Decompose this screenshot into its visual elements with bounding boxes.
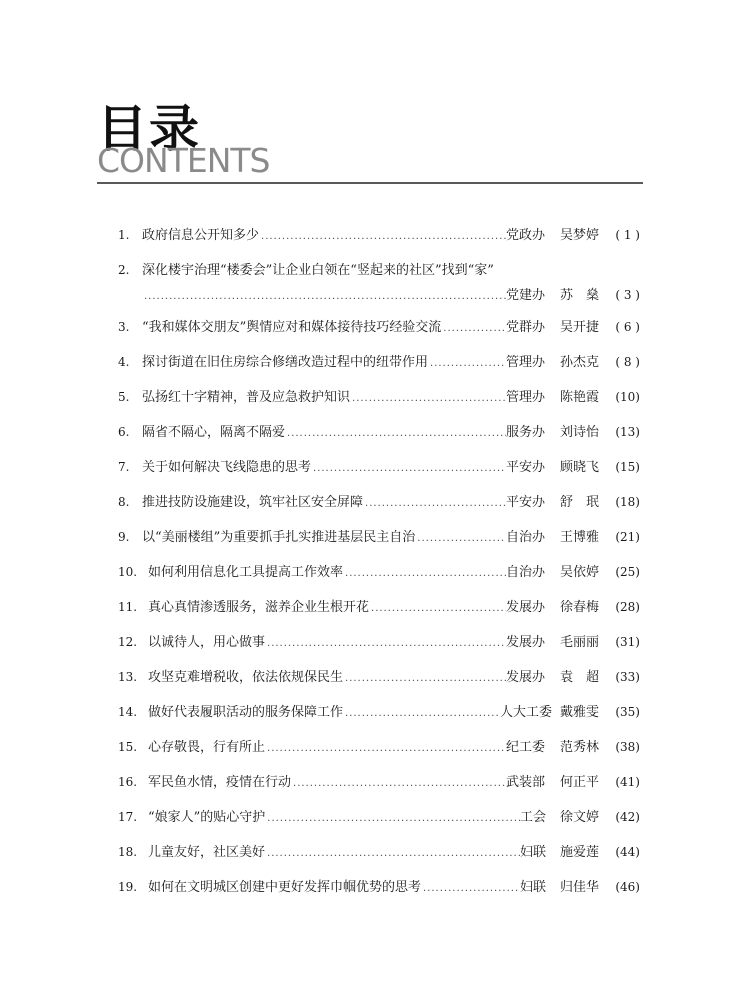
entry-author: 顾晓飞 (560, 460, 600, 475)
dot-leader (441, 320, 506, 338)
entry-department: 服务办 (506, 425, 546, 440)
entry-page: (44) (615, 845, 640, 859)
toc-entry[interactable] (118, 353, 640, 371)
toc-entry[interactable] (118, 493, 640, 511)
entry-department: 自治办 (506, 530, 546, 545)
entry-page: (38) (615, 740, 640, 754)
dot-leader (369, 600, 506, 618)
entry-page: (41) (615, 775, 640, 789)
entry-department: 管理办 (506, 355, 546, 370)
toc-entry[interactable] (118, 668, 640, 686)
page-subtitle: CONTENTS (97, 141, 270, 180)
toc-entry[interactable] (118, 388, 640, 406)
entry-number: 6. (118, 425, 130, 439)
entry-page: (33) (615, 670, 640, 684)
entry-page: ( 6 ) (615, 320, 640, 334)
entry-page: (21) (615, 530, 640, 544)
entry-title: 弘扬红十字精神，普及应急救护知识 (142, 390, 351, 405)
entry-title: 做好代表履职活动的服务保障工作 (148, 705, 344, 720)
entry-department: 武装部 (506, 775, 546, 790)
toc-entry[interactable] (118, 878, 640, 896)
entry-author: 徐文婷 (560, 810, 600, 825)
toc-entry[interactable] (118, 226, 640, 244)
dot-leader (343, 670, 506, 688)
entry-department: 妇联 (520, 845, 547, 860)
entry-department: 平安办 (506, 495, 546, 510)
entry-number: 13. (118, 670, 138, 684)
toc-entry[interactable] (118, 458, 640, 476)
toc-entry[interactable] (118, 261, 640, 304)
entry-author: 施爱莲 (560, 845, 600, 860)
entry-number: 3. (118, 320, 130, 334)
entry-page: (42) (615, 810, 640, 824)
entry-author: 徐春梅 (560, 600, 600, 615)
entry-page: (35) (615, 705, 640, 719)
entry-page: ( 8 ) (615, 355, 640, 369)
entry-author: 王博雅 (560, 530, 600, 545)
entry-author: 苏 燊 (560, 288, 600, 303)
entry-title: 心存敬畏，行有所止 (148, 740, 266, 755)
dot-leader (343, 565, 506, 583)
entry-department: 党群办 (506, 320, 546, 335)
entry-number: 9. (118, 530, 130, 544)
entry-number: 5. (118, 390, 130, 404)
entry-page: ( 3 ) (615, 288, 640, 302)
entry-author: 范秀林 (560, 740, 600, 755)
dot-leader (265, 635, 506, 653)
entry-department: 发展办 (506, 670, 546, 685)
entry-department: 人大工委 (500, 705, 553, 720)
entry-number: 8. (118, 495, 130, 509)
toc-entry[interactable] (118, 423, 640, 441)
entry-author: 归佳华 (560, 880, 600, 895)
entry-number: 11. (118, 600, 138, 614)
dot-leader (291, 775, 506, 793)
entry-number: 15. (118, 740, 138, 754)
toc-entry[interactable] (118, 633, 640, 651)
entry-title: 政府信息公开知多少 (142, 228, 260, 243)
toc-entry[interactable] (118, 598, 640, 616)
entry-department: 纪工委 (506, 740, 546, 755)
entry-number: 10. (118, 565, 138, 579)
entry-number: 12. (118, 635, 138, 649)
dot-leader (350, 390, 506, 408)
entry-number: 7. (118, 460, 130, 474)
entry-page: (18) (615, 495, 640, 509)
entry-title: 以“美丽楼组”为重要抓手扎实推进基层民主自治 (142, 530, 416, 545)
dot-leader (428, 355, 506, 373)
entry-author: 吴依婷 (560, 565, 600, 580)
entry-author: 陈艳霞 (560, 390, 600, 405)
entry-page: (13) (615, 425, 640, 439)
dot-leader (415, 530, 506, 548)
entry-number: 19. (118, 880, 138, 894)
entry-department: 党建办 (506, 288, 546, 303)
entry-page: (31) (615, 635, 640, 649)
entry-title: 如何利用信息化工具提高工作效率 (148, 565, 344, 580)
entry-department: 管理办 (506, 390, 546, 405)
entry-number: 2. (118, 263, 130, 277)
entry-title: 如何在文明城区创建中更好发挥巾帼优势的思考 (148, 880, 422, 895)
entry-title: 深化楼宇治理“楼委会”让企业白领在“竖起来的社区”找到“家” (142, 263, 494, 278)
entry-department: 平安办 (506, 460, 546, 475)
entry-title: 儿童友好，社区美好 (148, 845, 266, 860)
entry-department: 党政办 (506, 228, 546, 243)
toc-entry[interactable] (118, 843, 640, 861)
entry-author: 孙杰克 (560, 355, 600, 370)
entry-number: 1. (118, 228, 130, 242)
title-divider (97, 182, 643, 184)
dot-leader (142, 288, 506, 306)
entry-department: 发展办 (506, 600, 546, 615)
entry-title: 隔省不隔心，隔离不隔爱 (142, 425, 286, 440)
dot-leader (363, 495, 506, 513)
toc-entry[interactable] (118, 528, 640, 546)
entry-number: 18. (118, 845, 138, 859)
entry-number: 16. (118, 775, 138, 789)
entry-department: 自治办 (506, 565, 546, 580)
entry-title: 军民鱼水情，疫情在行动 (148, 775, 292, 790)
entry-author: 戴雅雯 (560, 705, 600, 720)
page-title: 目录 (97, 100, 201, 158)
toc-entry[interactable] (118, 703, 640, 721)
toc-entry[interactable] (118, 773, 640, 791)
entry-number: 14. (118, 705, 138, 719)
entry-page: ( 1 ) (615, 228, 640, 242)
entry-page: (28) (615, 600, 640, 614)
dot-leader (285, 425, 506, 443)
entry-author: 何正平 (560, 775, 600, 790)
entry-page: (10) (615, 390, 640, 404)
dot-leader (343, 705, 500, 723)
dot-leader (265, 740, 506, 758)
dot-leader (311, 460, 506, 478)
entry-number: 4. (118, 355, 130, 369)
toc-entry[interactable] (118, 808, 640, 826)
dot-leader (259, 228, 506, 246)
entry-department: 发展办 (506, 635, 546, 650)
entry-author: 舒 珉 (560, 495, 600, 510)
entry-author: 毛丽丽 (560, 635, 600, 650)
entry-department: 工会 (520, 810, 547, 825)
entry-title: “我和媒体交朋友”舆情应对和媒体接待技巧经验交流 (142, 320, 442, 335)
dot-leader (265, 845, 520, 863)
dot-leader (421, 880, 520, 898)
entry-title: 以诚待人，用心做事 (148, 635, 266, 650)
entry-title: 关于如何解决飞线隐患的思考 (142, 460, 312, 475)
entry-author: 刘诗怡 (560, 425, 600, 440)
entry-page: (25) (615, 565, 640, 579)
entry-author: 吴梦婷 (560, 228, 600, 243)
toc-entry[interactable] (118, 563, 640, 581)
entry-title: 攻坚克难增税收，依法依规保民生 (148, 670, 344, 685)
entry-page: (46) (615, 880, 640, 894)
dot-leader (265, 810, 520, 828)
entry-page: (15) (615, 460, 640, 474)
entry-title: 探讨街道在旧住房综合修缮改造过程中的纽带作用 (142, 355, 429, 370)
entry-number: 17. (118, 810, 138, 824)
entry-author: 吴开捷 (560, 320, 600, 335)
entry-department: 妇联 (520, 880, 547, 895)
entry-title: 真心真情渗透服务，滋养企业生根开花 (148, 600, 370, 615)
toc-entry[interactable] (118, 738, 640, 756)
entry-title: 推进技防设施建设，筑牢社区安全屏障 (142, 495, 364, 510)
toc-entry[interactable] (118, 318, 640, 336)
entry-author: 袁 超 (560, 670, 600, 685)
entry-title: “娘家人”的贴心守护 (148, 810, 266, 825)
